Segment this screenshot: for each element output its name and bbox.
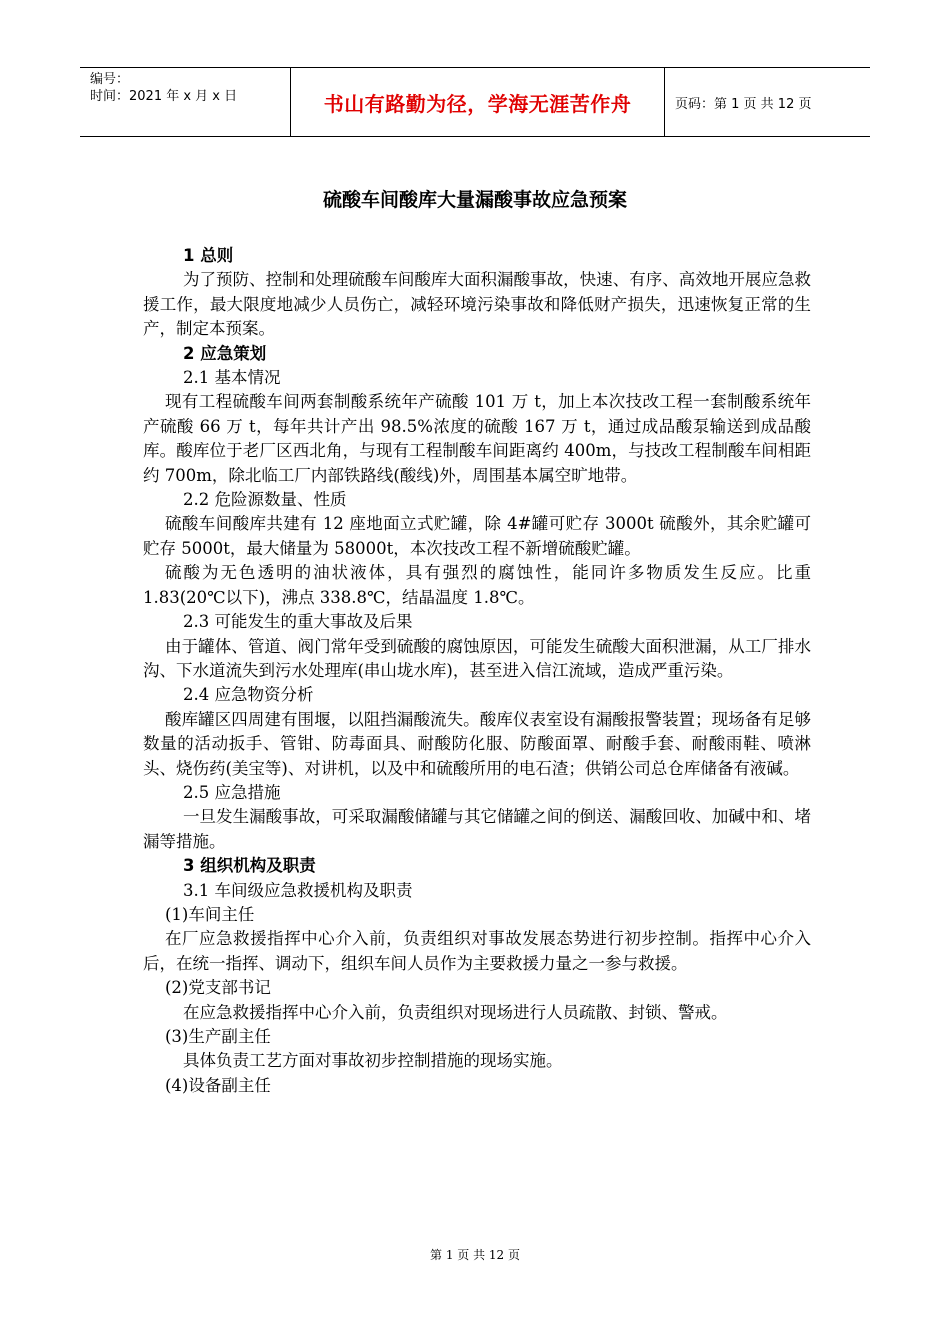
section-heading: 3 组织机构及职责	[183, 856, 316, 876]
paragraph: 硫酸为无色透明的油状液体，具有强烈的腐蚀性，能同许多物质发生反应。比重 1.83(20℃以下)，沸点 338.8℃，结晶温度 1.8℃。	[143, 563, 811, 607]
number-label: 编号：	[90, 72, 130, 87]
paragraph: 为了预防、控制和处理硫酸车间酸库大面积漏酸事故，快速、有序、高效地开展应急救援工作，最大限度地减少人员伤亡，减轻环境污染事故和降低财产损失，迅速恢复正常的生产，制定本预案。	[143, 270, 811, 339]
role-heading: (2)党支部书记	[165, 978, 271, 998]
header-motto: 书山有路勤为径，学海无涯苦作舟	[291, 68, 665, 136]
subsection-heading: 3.1 车间级应急救援机构及职责	[183, 880, 413, 900]
page-footer: 第 1 页 共 12 页	[430, 1248, 520, 1262]
document-title: 硫酸车间酸库大量漏酸事故应急预案	[322, 189, 627, 211]
paragraph: 硫酸车间酸库共建有 12 座地面立式贮罐，除 4#罐可贮存 3000t 硫酸外，其余贮罐可贮存 5000t，最大储量为 58000t，本次技改工程不新增硫酸贮罐。	[143, 514, 811, 558]
subsection-heading: 2.2 危险源数量、性质	[183, 490, 347, 510]
paragraph: 具体负责工艺方面对事故初步控制措施的现场实施。	[183, 1051, 563, 1071]
header-meta	[80, 68, 291, 136]
subsection-heading: 2.3 可能发生的重大事故及后果	[183, 612, 413, 632]
paragraph: 现有工程硫酸车间两套制酸系统年产硫酸 101 万 t，加上本次技改工程一套制酸系统年产硫酸 66 万 t，每年共计产出 98.5%浓度的硫酸 167 万 t，通过成品酸泵输送到成品酸库。酸库位于老厂区西北角，与现有工程制酸车间距离约 400m，与技改工程制酸车间相距约 700m，除北临工厂内部铁路线(酸线)外，周围基本属空旷地带。	[143, 392, 811, 485]
subsection-heading: 2.5 应急措施	[183, 782, 281, 802]
paragraph: 酸库罐区四周建有围堰，以阻挡漏酸流失。酸库仪表室设有漏酸报警装置；现场备有足够数量的活动扳手、管钳、防毒面具、耐酸防化服、防酸面罩、耐酸手套、耐酸雨鞋、喷淋头、烧伤药(美宝等)、对讲机，以及中和硫酸所用的电石渣；供销公司总仓库储备有液碱。	[143, 709, 811, 778]
paragraph: 一旦发生漏酸事故，可采取漏酸储罐与其它储罐之间的倒送、漏酸回收、加碱中和、堵漏等措施。	[143, 807, 811, 851]
subsection-heading: 2.1 基本情况	[183, 368, 281, 388]
role-heading: (4)设备副主任	[165, 1075, 271, 1095]
role-heading: (1)车间主任	[165, 904, 255, 924]
section-heading: 1 总则	[183, 246, 234, 265]
header-page-label: 页码：第 1 页 共 12 页	[675, 96, 812, 112]
section-heading: 2 应急策划	[183, 343, 267, 363]
header-table	[80, 67, 870, 137]
paragraph: 在应急救援指挥中心介入前，负责组织对现场进行人员疏散、封锁、警戒。	[183, 1002, 728, 1022]
subsection-heading: 2.4 应急物资分析	[183, 685, 314, 705]
date-label: 时间：2021 年 x 月 x 日	[90, 89, 238, 104]
document-body	[143, 244, 811, 1098]
role-heading: (3)生产副主任	[165, 1027, 271, 1046]
paragraph: 由于罐体、管道、阀门常年受到硫酸的腐蚀原因，可能发生硫酸大面积泄漏，从工厂排水沟、下水道流失到污水处理库(串山垅水库)，甚至进入信江流域，造成严重污染。	[143, 636, 811, 680]
paragraph: 在厂应急救援指挥中心介入前，负责组织对事故发展态势进行初步控制。指挥中心介入后，在统一指挥、调动下，组织车间人员作为主要救援力量之一参与救援。	[143, 929, 811, 973]
